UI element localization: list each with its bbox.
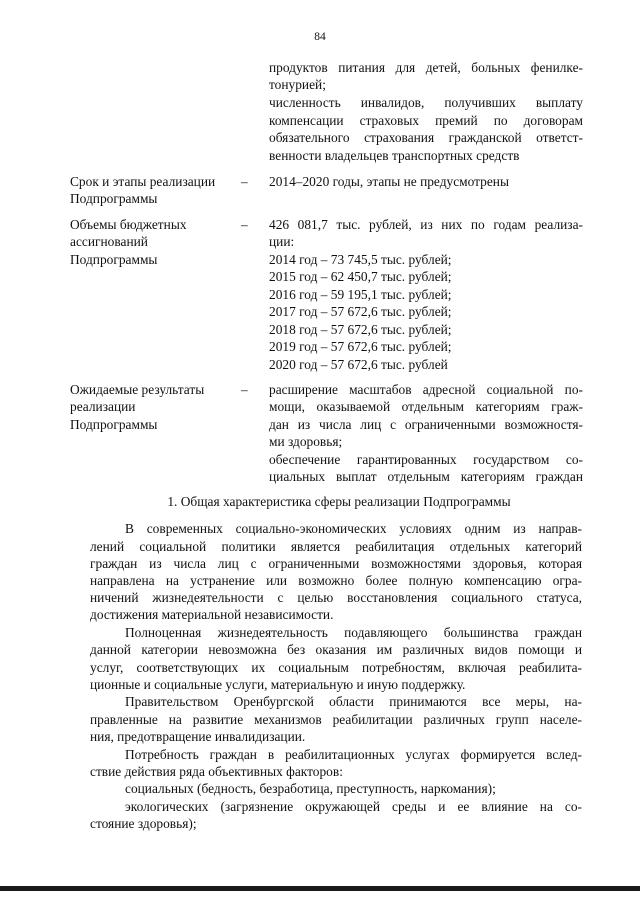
term-dash: – [241, 174, 248, 189]
table-top-line-5: обязательного страхования гражданской ответст- [269, 130, 583, 145]
body-line-8: данной категории невозможна без оказания им различных видов помощи и [90, 642, 582, 657]
scan-bottom-edge [0, 886, 640, 891]
budget-value-line-2: ции: [269, 234, 295, 249]
budget-year-2014: 2014 год – 73 745,5 тыс. рублей; [269, 252, 452, 267]
term-label-line-2: Подпрограммы [70, 191, 158, 206]
budget-value-line-1: 426 081,7 тыс. рублей, из них по годам реализа- [269, 217, 583, 232]
budget-label-line-3: Подпрограммы [70, 252, 158, 267]
results-value-line-1: расширение масштабов адресной социальной по- [269, 382, 583, 397]
body-line-9: услуг, соответствующих их социальным потребностям, включая реабилита- [90, 660, 582, 675]
results-value-line-6: циальных выплат отдельным категориям граждан [269, 469, 583, 484]
body-line-2: лений социальной политики является реабилитация отдельных категорий [90, 539, 582, 554]
table-top-line-3: численность инвалидов, получивших выплату [269, 95, 583, 110]
budget-year-2019: 2019 год – 57 672,6 тыс. рублей; [269, 339, 452, 354]
body-line-5: ничений жизнедеятельности с целью восстановления социального статуса, [90, 590, 582, 605]
table-top-line-1: продуктов питания для детей, больных фенилке- [269, 60, 583, 75]
page-number: 84 [314, 31, 326, 43]
body-line-3: граждан из числа лиц с ограниченными возможностями здоровья, которая [90, 556, 582, 571]
body-line-1: В современных социально-экономических условиях одним из направ- [125, 521, 582, 536]
body-line-12: правленные на развитие механизмов реабилитации различных групп населе- [90, 712, 582, 727]
term-label-line-1: Срок и этапы реализации [70, 174, 216, 189]
table-top-line-2: тонурией; [269, 77, 326, 92]
results-label-line-1: Ожидаемые результаты [70, 382, 205, 397]
budget-year-2015: 2015 год – 62 450,7 тыс. рублей; [269, 269, 452, 284]
results-value-line-2: мощи, оказываемой отдельным категориям граж- [269, 399, 583, 414]
body-line-16: социальных (бедность, безработица, преступность, наркомания); [125, 781, 496, 796]
results-dash: – [241, 382, 248, 397]
budget-year-2016: 2016 год – 59 195,1 тыс. рублей; [269, 287, 452, 302]
budget-year-2020: 2020 год – 57 672,6 тыс. рублей [269, 357, 448, 372]
table-top-line-6: венности владельцев транспортных средств [269, 148, 520, 163]
body-line-4: направлена на устранение или возможно более полную компенсацию огра- [90, 573, 582, 588]
table-top-line-4: компенсации страховых премий по договорам [269, 113, 583, 128]
budget-year-2017: 2017 год – 57 672,6 тыс. рублей; [269, 304, 452, 319]
budget-year-2018: 2018 год – 57 672,6 тыс. рублей; [269, 322, 452, 337]
body-line-14: Потребность граждан в реабилитационных услугах формируется вслед- [125, 747, 582, 762]
budget-label-line-2: ассигнований [70, 234, 148, 249]
term-value: 2014–2020 годы, этапы не предусмотрены [269, 174, 509, 189]
results-label-line-2: реализации [70, 399, 136, 414]
results-value-line-3: дан из числа лиц с ограниченными возможностя- [269, 417, 583, 432]
results-label-line-3: Подпрограммы [70, 417, 158, 432]
body-line-10: ционные и социальные услуги, материальную и иную поддержку. [90, 677, 466, 692]
body-line-15: ствие действия ряда объективных факторов: [90, 764, 343, 779]
body-line-18: стояние здоровья); [90, 816, 197, 831]
budget-label-line-1: Объемы бюджетных [70, 217, 187, 232]
body-line-7: Полноценная жизнедеятельность подавляющего большинства граждан [125, 625, 582, 640]
results-value-line-4: ми здоровья; [269, 434, 343, 449]
body-line-17: экологических (загрязнение окружающей среды и ее влияние на со- [125, 799, 582, 814]
results-value-line-5: обеспечение гарантированных государством со- [269, 452, 583, 467]
body-line-13: ния, предотвращение инвалидизации. [90, 729, 306, 744]
budget-dash: – [241, 217, 248, 232]
body-line-11: Правительством Оренбургской области принимаются все меры, на- [125, 694, 582, 709]
section-heading: 1. Общая характеристика сферы реализации Подпрограммы [167, 494, 511, 509]
body-line-6: достижения материальной независимости. [90, 607, 334, 622]
